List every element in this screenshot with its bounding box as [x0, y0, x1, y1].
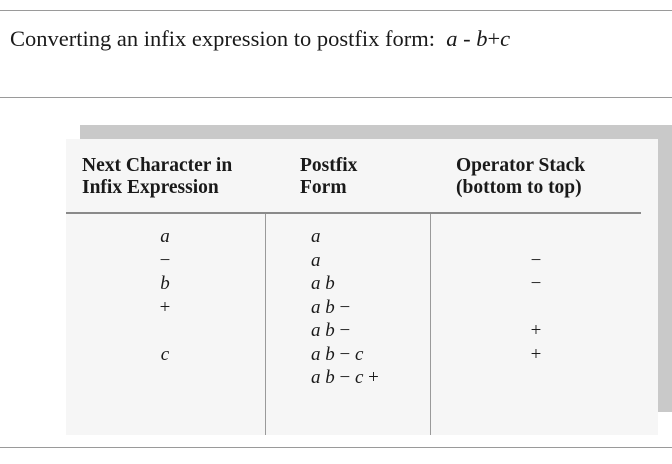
expr-plus: +: [487, 26, 501, 51]
header-divider: [66, 212, 641, 214]
cell-next-character: b: [160, 273, 170, 294]
header-postfix-line1: Postfix: [300, 155, 358, 176]
header-next-line1: Next Character in: [82, 155, 233, 176]
top-rule: [0, 10, 672, 11]
header-postfix-line2: Form: [300, 177, 347, 198]
cell-next-character: +: [159, 296, 171, 318]
caption-text: Converting an infix expression to postfix form:: [10, 26, 435, 51]
header-operator-stack: [456, 155, 585, 199]
cell-operator-stack: +: [530, 320, 542, 341]
cell-postfix-form: a b − c +: [311, 367, 379, 388]
header-stack-line1: Operator Stack: [456, 155, 586, 176]
cell-postfix-form: a b − c: [311, 343, 364, 365]
cell-postfix-form: a: [311, 249, 321, 271]
expr-a: a: [446, 26, 458, 51]
cell-postfix-form: a b: [311, 273, 335, 294]
cell-operator-stack: −: [530, 273, 542, 294]
caption-rule: [0, 97, 672, 98]
bottom-rule: [0, 447, 672, 448]
header-stack-line2: (bottom to top): [456, 177, 582, 198]
header-next-character: [82, 155, 232, 199]
cell-operator-stack: −: [530, 249, 542, 271]
cell-next-character: a: [160, 226, 170, 247]
expr-b: b: [476, 26, 488, 51]
caption-expression: [441, 26, 511, 51]
cell-postfix-form: a: [311, 226, 321, 247]
cell-next-character: c: [160, 343, 170, 365]
column-divider-2: [430, 214, 431, 435]
cell-postfix-form: a b −: [311, 296, 351, 318]
cell-postfix-form: a b −: [311, 320, 351, 341]
expr-minus: -: [463, 26, 471, 51]
figure-caption: [10, 26, 510, 52]
cell-operator-stack: +: [530, 343, 542, 365]
header-postfix-form: [300, 155, 357, 199]
expr-c: c: [500, 26, 511, 51]
cell-next-character: −: [159, 249, 171, 271]
column-divider-1: [265, 214, 266, 435]
header-next-line2: Infix Expression: [82, 177, 219, 198]
